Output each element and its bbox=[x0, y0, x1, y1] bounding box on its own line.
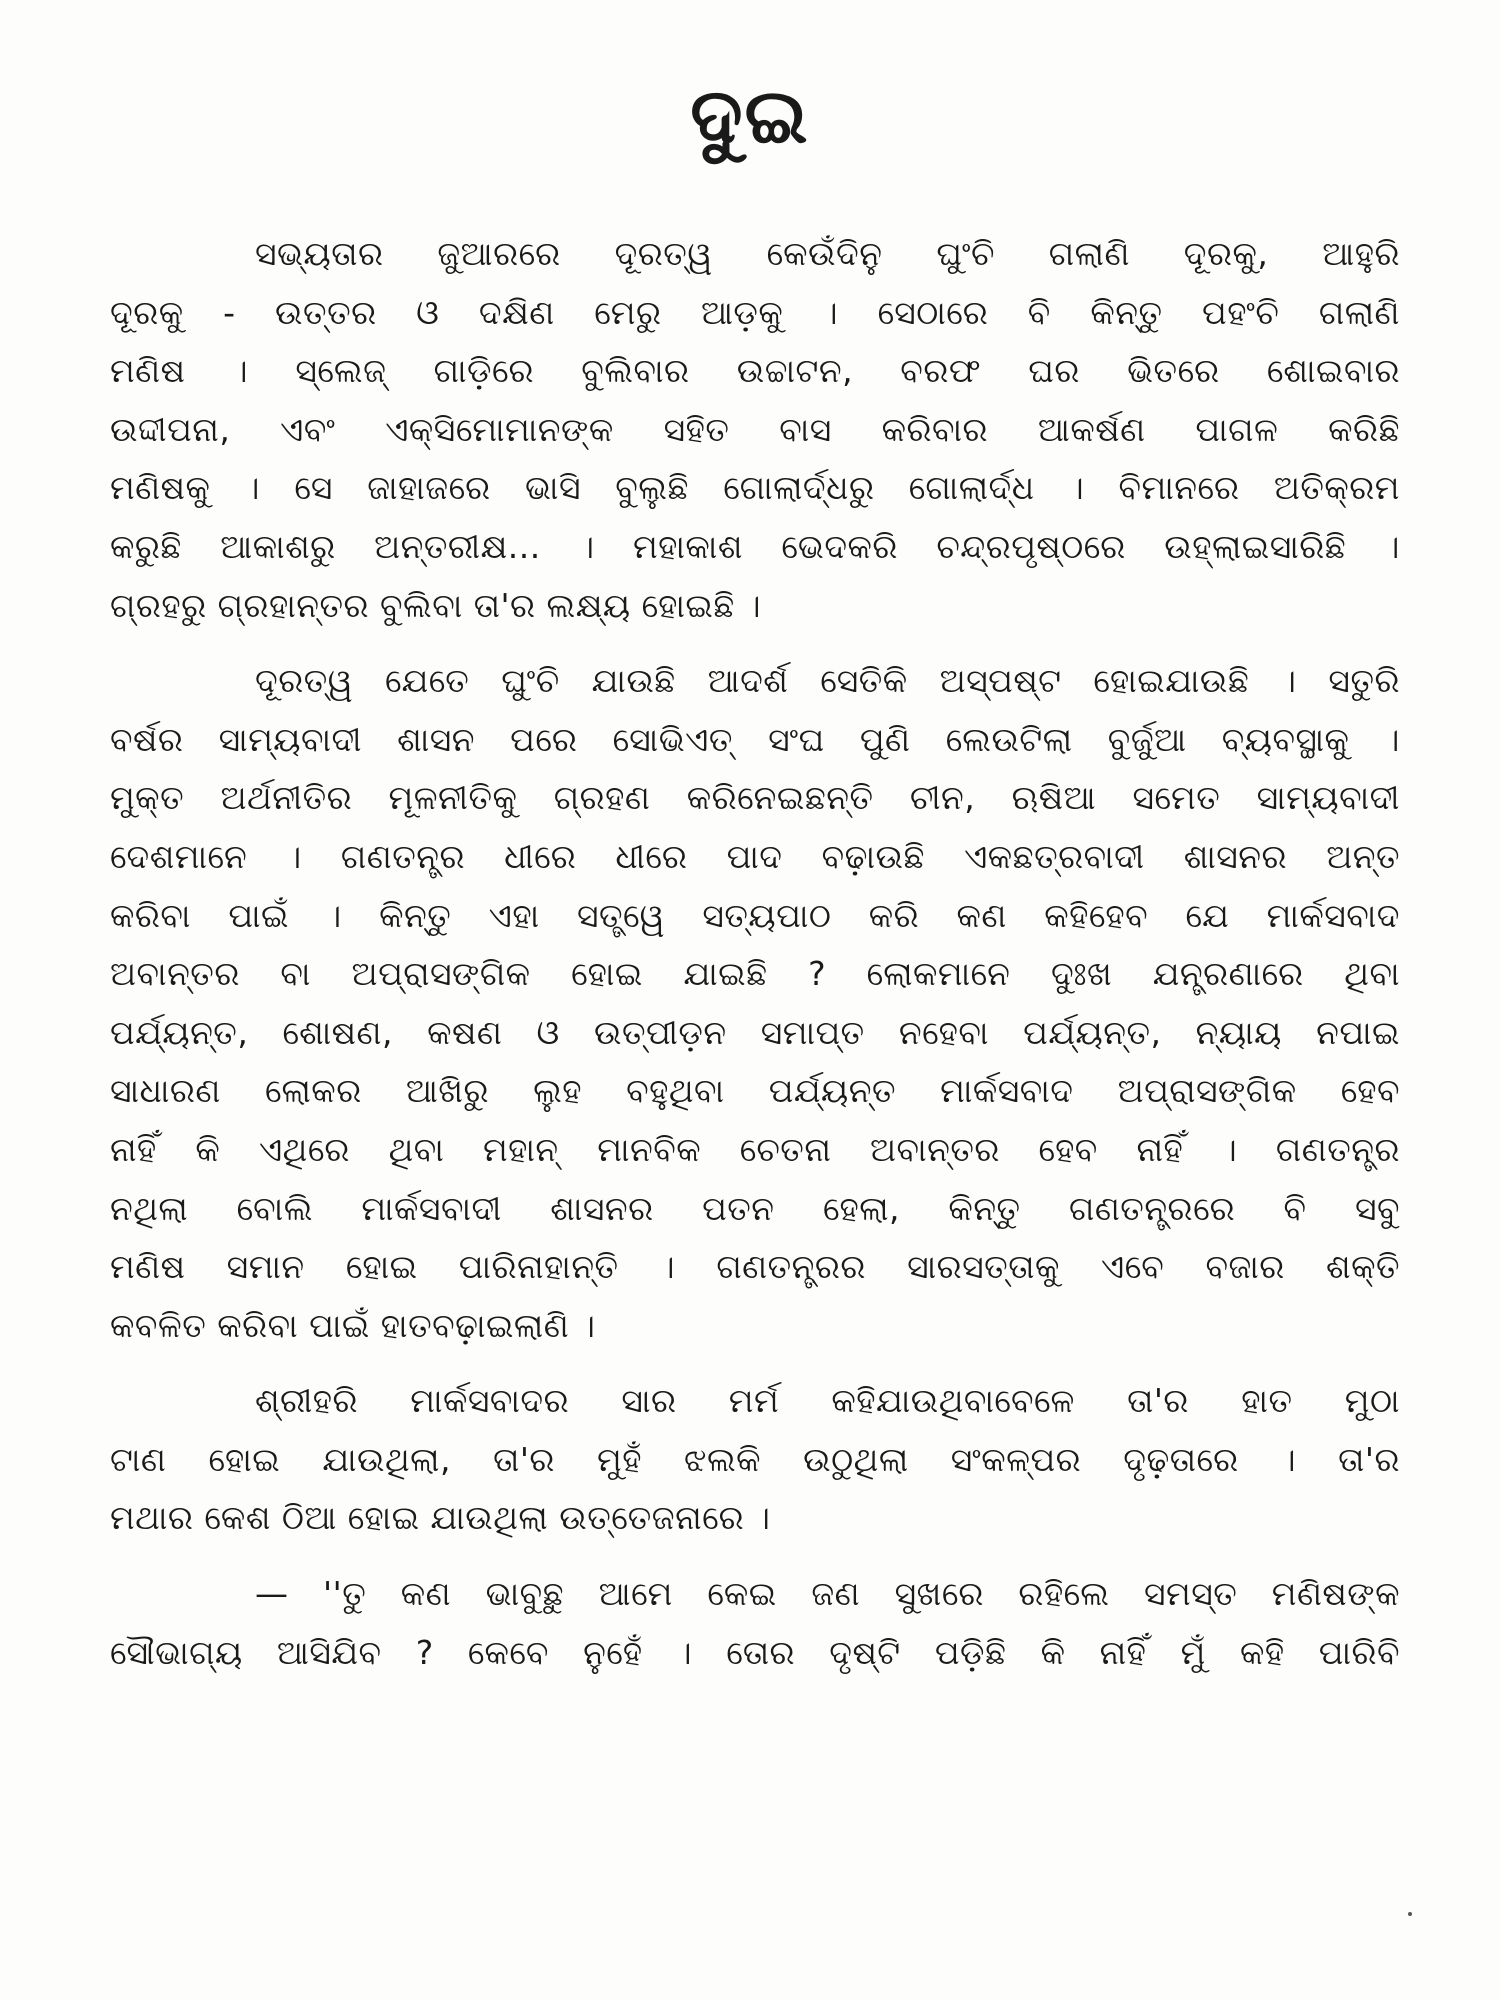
text-line: ଶ୍ରୀହରି ମାର୍କସବାଦର ସାର ମର୍ମ କହିଯାଉଥିବାବେଳେ ତା'ର ହାତ ମୁଠା bbox=[255, 1381, 1400, 1421]
paragraph-4-dialogue bbox=[110, 1565, 1400, 1682]
body-text bbox=[110, 225, 1400, 1699]
text-line: ଦୂରକୁ - ଉତ୍ତର ଓ ଦକ୍ଷିଣ ମେରୁ ଆଡ଼କୁ । ସେଠାରେ ବି କିନ୍ତୁ ପହଂଚି ଗଲାଣି bbox=[110, 292, 1400, 332]
text-line: କବଳିତ କରିବା ପାଇଁ ହାତବଢ଼ାଇଲାଣି । bbox=[110, 1305, 596, 1345]
text-line: କରୁଛି ଆକାଶରୁ ଅନ୍ତରୀକ୍ଷ... । ମହାକାଶ ଭେଦକରି ଚନ୍ଦ୍ରପୃଷ୍ଠରେ ଉହ୍ଲାଇସାରିଛି । bbox=[110, 526, 1400, 566]
text-line: ଟାଣ ହୋଇ ଯାଉଥିଲା, ତା'ର ମୁହଁ ଝଲକି ଉଠୁଥିଲା ସଂକଳ୍ପର ଦୃଢ଼ତାରେ । ତା'ର bbox=[110, 1439, 1400, 1479]
scan-speck bbox=[1408, 1912, 1412, 1916]
text-line: ମଥାର କେଶ ଠିଆ ହୋଇ ଯାଉଥିଲା ଉତ୍ତେଜନାରେ । bbox=[110, 1498, 771, 1538]
text-line: ସଭ୍ୟତାର ଜୁଆରରେ ଦୂରତ୍ୱ କେଉଁଦିନୁ ଘୁଂଚି ଗଲାଣି ଦୂରକୁ, ଆହୁରି bbox=[255, 234, 1400, 273]
text-line: କରିବା ପାଇଁ । କିନ୍ତୁ ଏହା ସତ୍ତ୍ୱେ ସତ୍ୟପାଠ କରି କଣ କହିହେବ ଯେ ମାର୍କସବାଦ bbox=[110, 895, 1400, 935]
text-line: ସୌଭାଗ୍ୟ ଆସିଯିବ ? କେବେ ନୁହେଁ । ତୋର ଦୃଷ୍ଟି ପଡ଼ିଛି କି ନାହିଁ ମୁଁ କହି ପାରିବି bbox=[110, 1632, 1400, 1672]
text-line: ବର୍ଷର ସାମ୍ୟବାଦୀ ଶାସନ ପରେ ସୋଭିଏତ୍ ସଂଘ ପୁଣି ଲେଉଟିଲା ବୁର୍ଜୁଆ ବ୍ୟବସ୍ଥାକୁ । bbox=[110, 719, 1400, 759]
text-line: ନଥିଲା ବୋଲି ମାର୍କସବାଦୀ ଶାସନର ପତନ ହେଲା, କିନ୍ତୁ ଗଣତନ୍ତ୍ରରେ ବି ସବୁ bbox=[110, 1188, 1400, 1228]
text-line: ସାଧାରଣ ଲୋକର ଆଖିରୁ ଲୁହ ବହୁଥିବା ପର୍ଯ୍ୟନ୍ତ ମାର୍କସବାଦ ଅପ୍ରାସଙ୍ଗିକ ହେବ bbox=[110, 1071, 1400, 1111]
text-line: ମଣିଷକୁ । ସେ ଜାହାଜରେ ଭାସି ବୁଲୁଛି ଗୋଲାର୍ଦ୍ଧରୁ ଗୋଲାର୍ଦ୍ଧ । ବିମାନରେ ଅତିକ୍ରମ bbox=[110, 468, 1400, 508]
text-line: ଗ୍ରହରୁ ଗ୍ରହାନ୍ତର ବୁଲିବା ତା'ର ଲକ୍ଷ୍ୟ ହୋଇଛି । bbox=[110, 585, 762, 625]
paragraph-2 bbox=[110, 652, 1400, 1355]
text-line: ଦୂରତ୍ୱ ଯେତେ ଘୁଂଚି ଯାଉଛି ଆଦର୍ଶ ସେତିକି ଅସ୍ପଷ୍ଟ ହୋଇଯାଉଛି । ସତୁରି bbox=[255, 661, 1400, 701]
text-line: ପର୍ଯ୍ୟନ୍ତ, ଶୋଷଣ, କଷଣ ଓ ଉତ୍ପୀଡ଼ନ ସମାପ୍ତ ନହେବା ପର୍ଯ୍ୟନ୍ତ, ନ୍ୟାୟ ନପାଇ bbox=[110, 1012, 1400, 1052]
text-line: — ''ତୁ କଣ ଭାବୁଛୁ ଆମେ କେଇ ଜଣ ସୁଖରେ ରହିଲେ ସମସ୍ତ ମଣିଷଙ୍କ bbox=[255, 1574, 1400, 1614]
text-line: ଦେଶମାନେ । ଗଣତନ୍ତ୍ର ଧୀରେ ଧୀରେ ପାଦ ବଢ଼ାଉଛି ଏକଛତ୍ରବାଦୀ ଶାସନର ଅନ୍ତ bbox=[110, 836, 1400, 876]
text-line: ମଣିଷ ସମାନ ହୋଇ ପାରିନାହାନ୍ତି । ଗଣତନ୍ତ୍ରର ସାରସତ୍ତାକୁ ଏବେ ବଜାର ଶକ୍ତି bbox=[110, 1247, 1400, 1287]
text-line: ଉଦ୍ଦୀପନା, ଏବଂ ଏକ୍ସିମୋମାନଙ୍କ ସହିତ ବାସ କରିବାର ଆକର୍ଷଣ ପାଗଳ କରିଛି bbox=[110, 409, 1400, 449]
paragraph-3 bbox=[110, 1372, 1400, 1548]
text-line: ମଣିଷ । ସ୍ଲେଜ୍ ଗାଡ଼ିରେ ବୁଲିବାର ଉଚ୍ଚାଟନ, ବରଫ ଘର ଭିତରେ ଶୋଇବାର bbox=[110, 351, 1400, 391]
text-line: ମୁକ୍ତ ଅର୍ଥନୀତିର ମୂଳନୀତିକୁ ଗ୍ରହଣ କରିନେଇଛନ୍ତି ଚୀନ, ଋଷିଆ ସମେତ ସାମ୍ୟବାଦୀ bbox=[110, 778, 1400, 818]
chapter-title: ଦୁଇ bbox=[690, 71, 810, 160]
text-line: ଅବାନ୍ତର ବା ଅପ୍ରାସଙ୍ଗିକ ହୋଇ ଯାଇଛି ? ଲୋକମାନେ ଦୁଃଖ ଯନ୍ତ୍ରଣାରେ ଥିବା bbox=[110, 954, 1400, 994]
paragraph-1 bbox=[110, 225, 1400, 635]
text-line: ନାହିଁ କି ଏଥିରେ ଥିବା ମହାନ୍ ମାନବିକ ଚେତନା ଅବାନ୍ତର ହେବ ନାହିଁ । ଗଣତନ୍ତ୍ର bbox=[110, 1129, 1400, 1169]
